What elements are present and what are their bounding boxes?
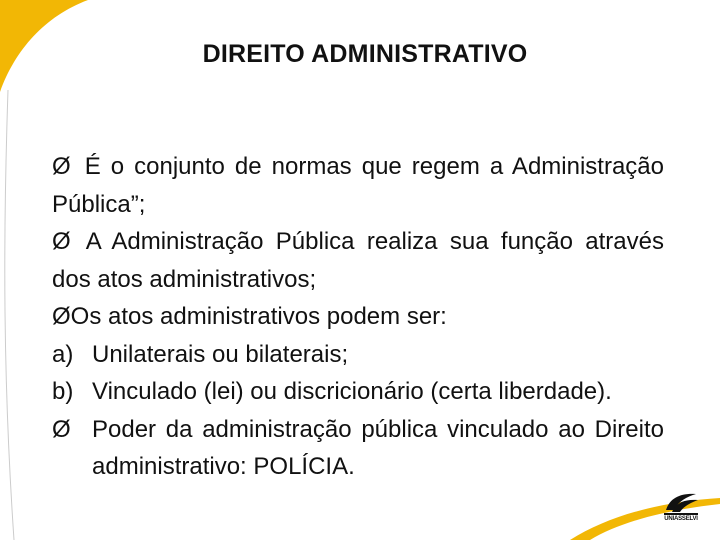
bullet-text: Os atos administrativos podem ser: bbox=[70, 303, 447, 330]
list-item-text: Vinculado (lei) ou discricionário (certa liberdade). bbox=[92, 378, 612, 405]
logo-wing-icon bbox=[656, 490, 706, 516]
bullet-item-2 bbox=[52, 223, 664, 298]
arrow-bullet-icon: Ø bbox=[52, 153, 71, 180]
slide-body bbox=[52, 148, 664, 486]
list-marker: a) bbox=[52, 340, 74, 368]
list-item-b bbox=[52, 373, 664, 411]
uniasselvi-logo bbox=[656, 490, 706, 526]
arrow-bullet-icon: Ø bbox=[52, 303, 71, 330]
bullet-text: A Administração Pública realiza sua função através dos atos administrativos; bbox=[52, 228, 664, 293]
left-edge-curve bbox=[5, 90, 14, 540]
list-item-text: Unilaterais ou bilaterais; bbox=[92, 340, 349, 368]
bullet-item-4 bbox=[52, 411, 664, 486]
slide-title: DIREITO ADMINISTRATIVO bbox=[202, 40, 528, 68]
bullet-text: Poder da administração pública vinculado ao Direito administrativo: POLÍCIA. bbox=[92, 415, 664, 480]
bullet-item-3 bbox=[52, 298, 664, 336]
arrow-bullet-icon: Ø bbox=[52, 415, 71, 443]
bullet-text: É o conjunto de normas que regem a Administração Pública”; bbox=[52, 153, 664, 218]
bullet-item-1 bbox=[52, 148, 664, 223]
arrow-bullet-icon: Ø bbox=[52, 228, 71, 255]
logo-text: UNIASSELVI bbox=[664, 516, 698, 522]
list-item-a bbox=[52, 336, 664, 374]
list-marker: b) bbox=[52, 378, 74, 405]
